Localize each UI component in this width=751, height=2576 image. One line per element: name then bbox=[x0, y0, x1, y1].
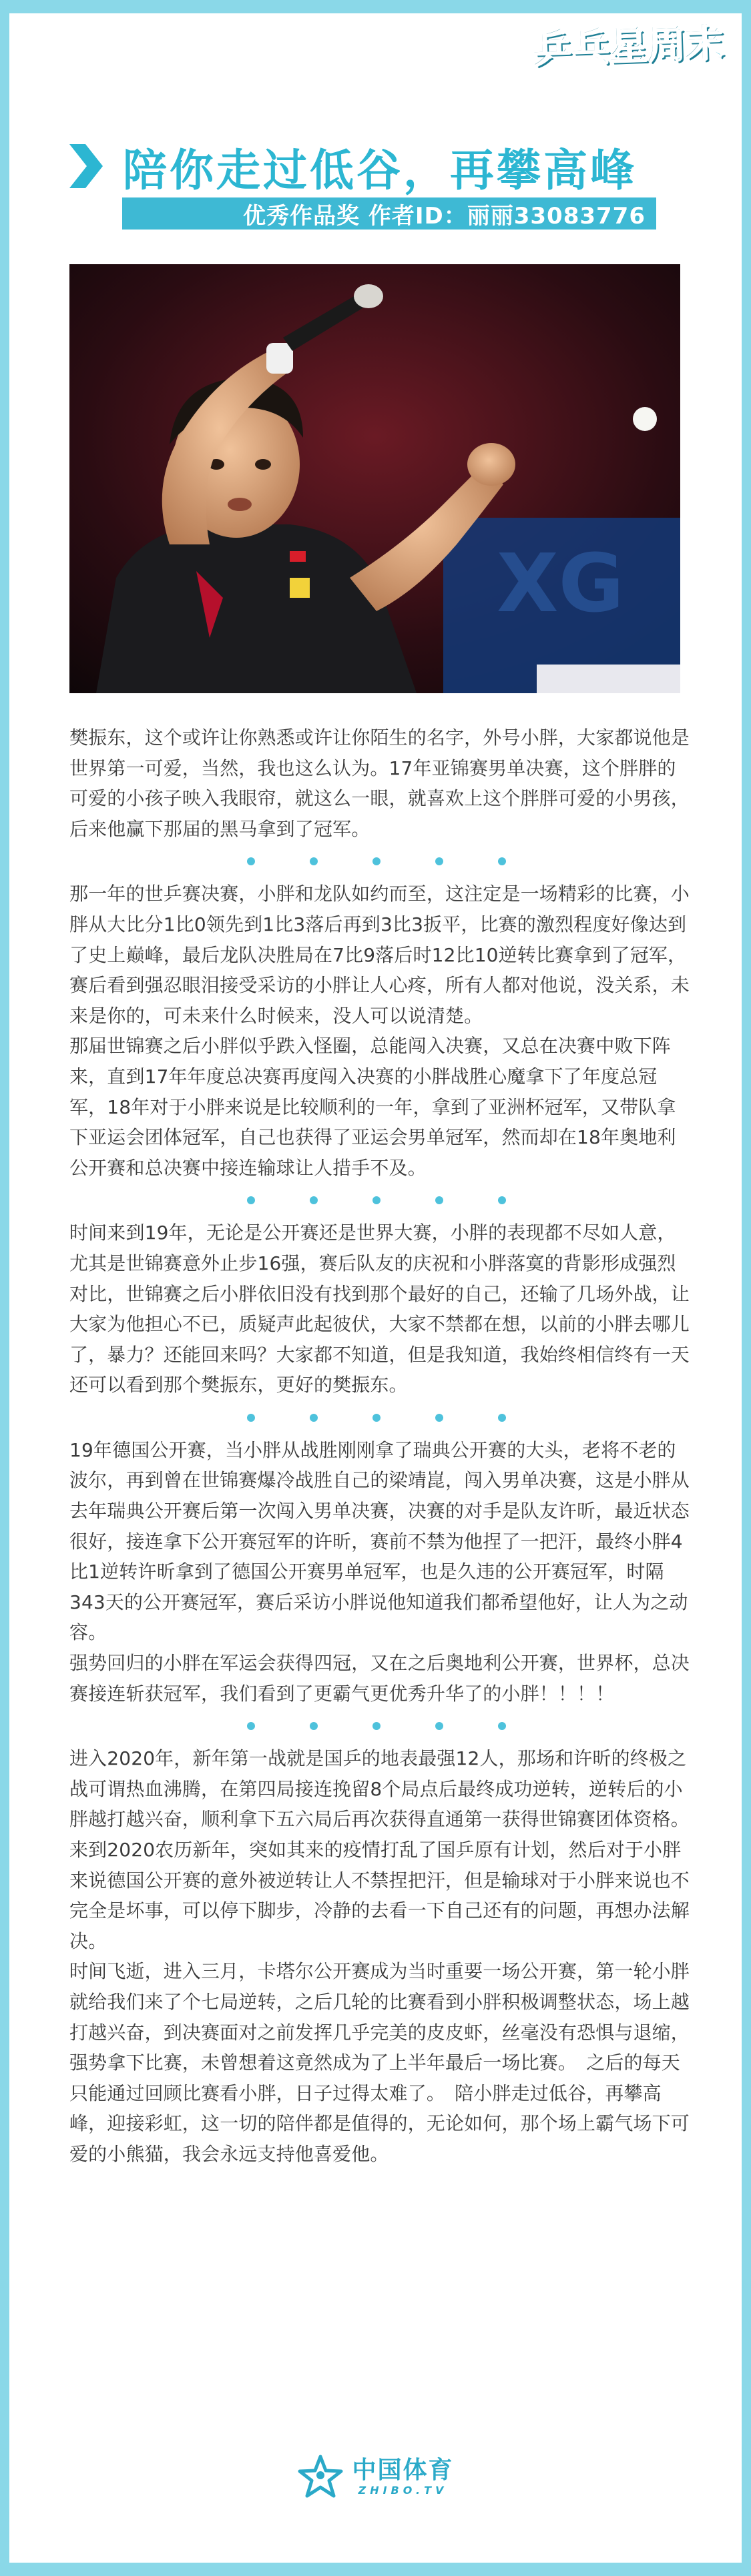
divider-dot bbox=[435, 1414, 443, 1422]
page-title: 陪你走过低谷，再攀高峰 bbox=[123, 144, 637, 196]
divider-dot bbox=[372, 1722, 381, 1730]
divider-dot bbox=[498, 1196, 506, 1204]
star-figure-icon bbox=[297, 2454, 344, 2501]
chevron-right-icon bbox=[67, 143, 104, 189]
divider-dot bbox=[498, 1414, 506, 1422]
divider-dot bbox=[435, 857, 443, 865]
divider-dot bbox=[247, 857, 255, 865]
section-divider bbox=[69, 1183, 684, 1218]
paragraph: 进入2020年，新年第一战就是国乒的地表最强12人，那场和许昕的终极之战可谓热血沸腾，在第四局接连挽留8个局点后最终成功逆转，逆转后的小胖越打越兴奋，顺利拿下五六局后再次获得直通第一获得世锦赛团体资格。 bbox=[69, 1747, 690, 1831]
divider-dot bbox=[435, 1722, 443, 1730]
article-photo bbox=[69, 264, 680, 693]
footer-brand-cn: 中国体育 bbox=[352, 2457, 454, 2484]
divider-dot bbox=[310, 1414, 318, 1422]
brand-logo: 乒乓星周末 bbox=[533, 22, 726, 72]
divider-dot bbox=[372, 1196, 381, 1204]
section-divider bbox=[69, 844, 684, 879]
author-label: 优秀作品奖 作者ID：丽丽33083776 bbox=[243, 202, 646, 230]
divider-dot bbox=[498, 1722, 506, 1730]
divider-dot bbox=[310, 857, 318, 865]
divider-dot bbox=[310, 1196, 318, 1204]
footer-logo bbox=[0, 2454, 751, 2501]
footer-text bbox=[352, 2457, 453, 2497]
divider-dot bbox=[372, 1414, 381, 1422]
paragraph: 时间飞逝，进入三月，卡塔尔公开赛成为当时重要一场公开赛，第一轮小胖就给我们来了个七局逆转，之后几轮的比赛看到小胖积极调整状态，场上越打越兴奋，到决赛面对之前发挥几乎完美的皮皮虾，丝毫没有恐惧与退缩，强势拿下比赛，未曾想着这竟然成为了上半年最后一场比赛。 之后的每天只能通过回顾比赛看小胖，日子过得太难了。 陪小胖走过低谷，再攀高峰，迎接彩虹，这一切的陪伴都是值得的，无论如何，那个场上霸气场下可爱的小熊猫，我会永远支持他喜爱他。 bbox=[69, 1960, 690, 2165]
footer-brand bbox=[297, 2454, 453, 2501]
paragraph: 来到2020农历新年，突如其来的疫情打乱了国乒原有计划，然后对于小胖来说德国公开赛的意外被逆转让人不禁捏把汗，但是输球对于小胖来说也不完全是坏事，可以停下脚步，冷静的去看一下自己还有的问题，再想办法解决。 bbox=[69, 1839, 690, 1952]
paragraph: 那一年的世乒赛决赛，小胖和龙队如约而至，这注定是一场精彩的比赛，小胖从大比分1比0领先到1比3落后再到3比3扳平，比赛的激烈程度好像达到了史上巅峰，最后龙队决胜局在7比9落后时12比10逆转比赛拿到了冠军，赛后看到强忍眼泪接受采访的小胖让人心疼，所有人都对他说，没关系，未来是你的，可未来什么时候来，没人可以说清楚。 bbox=[69, 883, 690, 1027]
paragraph: 19年德国公开赛，当小胖从战胜刚刚拿了瑞典公开赛的大头，老将不老的波尔，再到曾在世锦赛爆冷战胜自己的梁靖崑，闯入男单决赛，这是小胖从去年瑞典公开赛后第一次闯入男单决赛，决赛的对手是队友许昕，最近状态很好，接连拿下公开赛冠军的许昕，赛前不禁为他捏了一把汗，最终小胖4比1逆转许昕拿到了德国公开赛男单冠军，也是久违的公开赛冠军，时隔343天的公开赛冠军，赛后采访小胖说他知道我们都希望他好，让人为之动容。 bbox=[69, 1438, 690, 1644]
paragraph: 樊振东，这个或许让你熟悉或许让你陌生的名字，外号小胖，大家都说他是世界第一可爱，当然，我也这么认为。17年亚锦赛男单决赛，这个胖胖的可爱的小孩子映入我眼帘，就这么一眼，就喜欢上这个胖胖可爱的小男孩，后来他赢下那届的黑马拿到了冠军。 bbox=[69, 727, 690, 840]
divider-dot bbox=[310, 1722, 318, 1730]
paragraph: 那届世锦赛之后小胖似乎跌入怪圈，总能闯入决赛，又总在决赛中败下阵来，直到17年年度总决赛再度闯入决赛的小胖战胜心魔拿下了年度总冠军，18年对于小胖来说是比较顺利的一年，拿到了亚洲杯冠军，又带队拿下亚运会团体冠军，自己也获得了亚运会男单冠军，然而却在18年奥地利公开赛和总决赛中接连输球让人措手不及。 bbox=[69, 1035, 676, 1179]
divider-dot bbox=[247, 1414, 255, 1422]
divider-dot bbox=[372, 857, 381, 865]
svg-text:XG: XG bbox=[497, 538, 625, 630]
author-bar bbox=[122, 197, 656, 230]
section-divider bbox=[69, 1400, 684, 1435]
divider-dot bbox=[247, 1722, 255, 1730]
footer-brand-en: ZHIBO.TV bbox=[358, 2484, 448, 2497]
player-illustration bbox=[69, 264, 680, 693]
divider-dot bbox=[435, 1196, 443, 1204]
title-row bbox=[67, 136, 637, 196]
paragraph: 时间来到19年，无论是公开赛还是世界大赛，小胖的表现都不尽如人意，尤其是世锦赛意外止步16强，赛后队友的庆祝和小胖落寞的背影形成强烈对比，世锦赛之后小胖依旧没有找到那个最好的自己，还输了几场外战，让大家为他担心不已，质疑声此起彼伏，大家不禁都在想，以前的小胖去哪儿了，暴力？还能回来吗？大家都不知道，但是我知道，我始终相信终有一天还可以看到那个樊振东，更好的樊振东。 bbox=[69, 1222, 690, 1396]
paragraph: 强势回归的小胖在军运会获得四冠，又在之后奥地利公开赛，世界杯，总决赛接连斩获冠军，我们看到了更霸气更优秀升华了的小胖！！！！ bbox=[69, 1652, 690, 1705]
divider-dot bbox=[247, 1196, 255, 1204]
section-divider bbox=[69, 1709, 684, 1743]
article-body bbox=[69, 723, 690, 2170]
divider-dot bbox=[498, 857, 506, 865]
